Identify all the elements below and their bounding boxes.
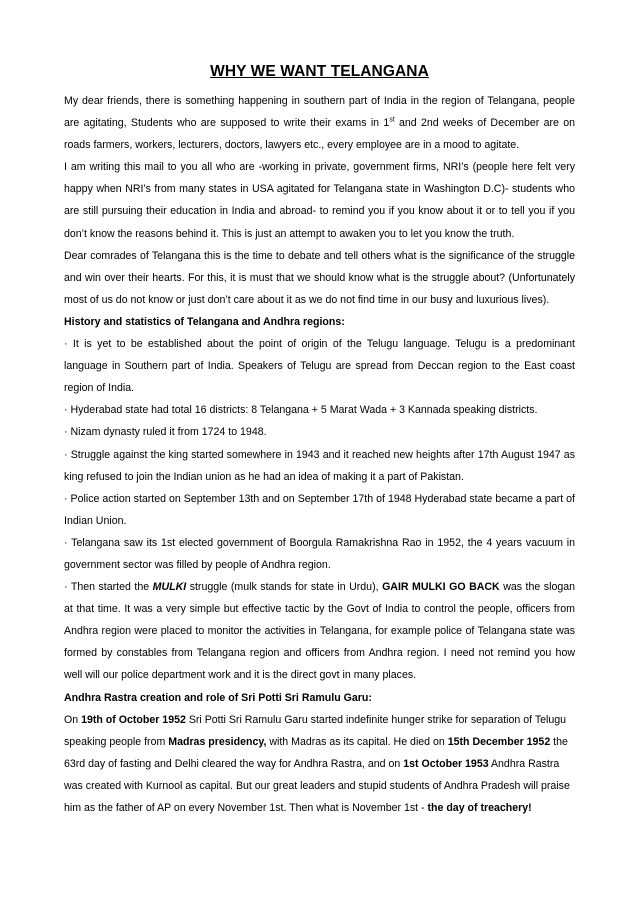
b7-text-b: struggle (mulk stands for state in Urdu), — [186, 581, 383, 594]
andhra-paragraph — [64, 709, 575, 819]
andhra-text-1: On — [64, 713, 82, 726]
history-bullet-3: · Nizam dynasty ruled it from 1724 to 1948. — [64, 426, 267, 439]
b7-text-a: · Then started the — [64, 581, 153, 594]
date-strike-start: 19th of October 1952 — [81, 713, 186, 726]
andhra-text-3: with Madras as its capital. He died on — [266, 735, 448, 748]
andhra-text-5: Andhra Rastra was created with Kurnool as capital. But our great leaders and stupid students of Andhra Pradesh will praise him as the father of AP on every November 1st. Then what is November 1st - — [64, 757, 570, 814]
intro-paragraph-1 — [64, 90, 575, 156]
intro-p1-text-cont: and 2nd weeks of December are on roads farmers, workers, lecturers, doctors, lawyers etc., every employee are in a mood to agitate. — [64, 117, 575, 152]
document-title: WHY WE WANT TELANGANA — [210, 63, 429, 80]
intro-p1-text: My dear friends, there is something happening in southern part of India in the region of Telangana, people are agitating, Students who are supposed to write their exams in 1 — [64, 95, 575, 130]
history-bullet-4: · Struggle against the king started somewhere in 1943 and it reached new heights after 17th August 1947 as king refused to join the Indian union as he had an idea of making it a part of Pakistan. — [64, 448, 575, 483]
date-death: 15th December 1952 — [447, 735, 551, 748]
b7-text-c: was the slogan at that time. It was a very simple but effective tactic by the Govt of India to control the people, officers from Andhra region were placed to monitor the activities in Telangana, for example police of Telangana state was formed by constables from Telangana region and officers from Andhra region. I need not remind you how well will our police department work and it is the direct govt in many places. — [64, 581, 576, 682]
madras-presidency: Madras presidency, — [168, 735, 267, 748]
andhra-text-2: Sri Potti Sri Ramulu Garu started indefinite hunger strike for separation of Telugu speaking people from — [64, 713, 567, 748]
history-bullet-6: · Telangana saw its 1st elected government of Boorgula Ramakrishna Rao in 1952, the 4 years vacuum in government sector was filled by people of Andhra region. — [64, 536, 575, 571]
day-of-treachery: the day of treachery! — [427, 802, 532, 814]
history-bullet-2: · Hyderabad state had total 16 districts: 8 Telangana + 5 Marat Wada + 3 Kannada speaking districts. — [64, 404, 538, 417]
slogan-text: GAIR MULKI GO BACK — [382, 581, 500, 594]
intro-paragraph-3: Dear comrades of Telangana this is the time to debate and tell others what is the significance of the struggle and win over their hearts. For this, it is must that we should know what is the struggle about? (Unfortunately most of us do not know or just don’t care about it as we do not find time in our busy and luxurious lives). — [64, 249, 575, 306]
andhra-heading: Andhra Rastra creation and role of Sri Potti Sri Ramulu Garu: — [64, 691, 372, 704]
andhra-text-4: the 63rd day of fasting and Delhi cleared the way for Andhra Rastra, and on — [64, 735, 568, 770]
date-andhra-rastra: 1st October 1953 — [403, 757, 489, 770]
history-bullet-5: · Police action started on September 13th and on September 17th of 1948 Hyderabad state became a part of Indian Union. — [64, 492, 575, 527]
document-body — [64, 90, 575, 819]
document-page — [64, 62, 575, 819]
ordinal-superscript: st — [389, 116, 395, 124]
history-bullet-1: · It is yet to be established about the point of origin of the Telugu language. Telugu is a predominant language in Southern part of India. Speakers of Telugu are spread from Deccan region to the East coast region of India. — [64, 338, 575, 395]
mulki-term: MULKI — [152, 581, 187, 594]
intro-paragraph-2: I am writing this mail to you all who are -working in private, government firms, NRI’s (people here felt very happy when NRI’s from many states in USA agitated for Telangana state in Washington D.C)- students who are still pursuing their education in India and abroad- to remind you if you know about it or to tell you if you don’t know the reasons behind it. This is just an attempt to awaken you to let you know the truth. — [64, 161, 575, 240]
history-bullet-7 — [64, 576, 575, 686]
history-heading: History and statistics of Telangana and Andhra regions: — [64, 315, 345, 328]
